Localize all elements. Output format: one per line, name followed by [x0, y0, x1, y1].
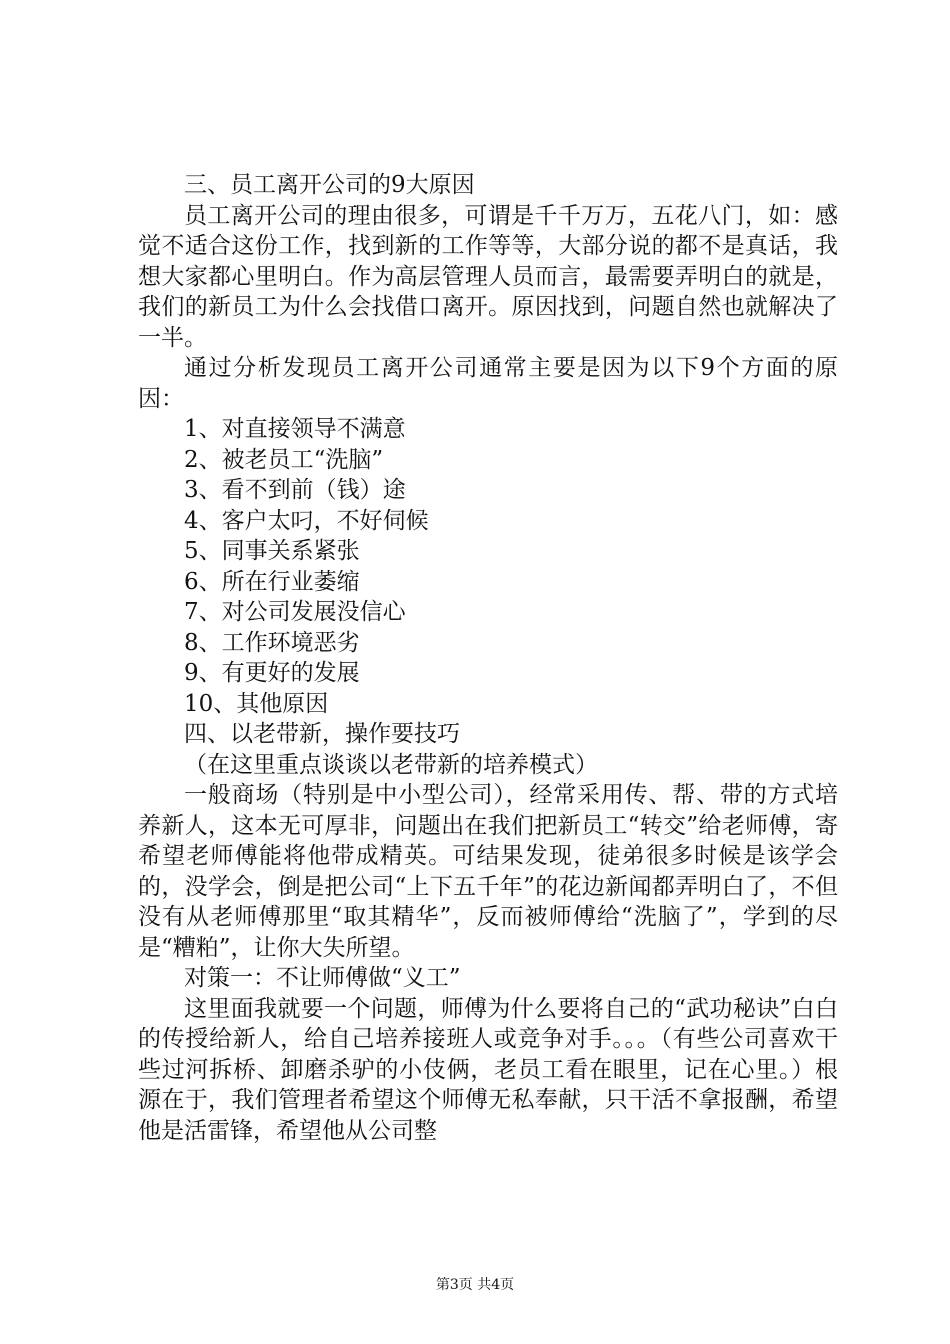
page-footer: 第3页 共4页	[435, 1277, 515, 1293]
list-item: 6、所在行业萎缩	[184, 568, 360, 595]
list-item: 7、对公司发展没信心	[184, 599, 406, 625]
list-item: 8、工作环境恶劣	[184, 629, 360, 656]
section-heading-3: 三、员工离开公司的9大原因	[184, 172, 475, 198]
list-item: 1、对直接领导不满意	[184, 416, 406, 442]
section-heading-4: 四、以老带新，操作要技巧	[184, 721, 460, 747]
section-note: （在这里重点谈谈以老带新的培养模式）	[184, 751, 598, 778]
document-body	[138, 170, 838, 1146]
paragraph: 这里面我就要一个问题，师傅为什么要将自己的“武功秘诀”白白的传授给新人，给自己培养接班人或竞争对手。。。（有些公司喜欢干些过河拆桥、卸磨杀驴的小伎俩，老员工看在眼里，记在心里。）根源在于，我们管理者希望这个师傅无私奉献，只干活不拿报酬，希望他是活雷锋，希望他从公司整	[138, 995, 838, 1144]
list-item: 3、看不到前（钱）途	[184, 477, 406, 503]
paragraph: 员工离开公司的理由很多，可谓是千千万万，五花八门，如：感觉不适合这份工作，找到新的工作等等，大部分说的都不是真话，我想大家都心里明白。作为高层管理人员而言，最需要弄明白的就是，我们的新员工为什么会找借口离开。原因找到，问题自然也就解决了一半。	[138, 202, 838, 351]
list-item: 9、有更好的发展	[184, 660, 360, 686]
paragraph: 一般商场（特别是中小型公司），经常采用传、帮、带的方式培养新人，这本无可厚非，问题出在我们把新员工“转交”给老师傅，寄希望老师傅能将他带成精英。可结果发现，徒弟很多时候是该学会的，没学会，倒是把公司“上下五千年”的花边新闻都弄明白了，不但没有从老师傅那里“取其精华”，反而被师傅给“洗脑了”，学到的尽是“糟粕”，让你大失所望。	[138, 782, 838, 961]
paragraph: 通过分析发现员工离开公司通常主要是因为以下9个方面的原因：	[138, 355, 838, 412]
list-item: 10、其他原因	[184, 690, 329, 717]
strategy-heading: 对策一：不让师傅做“义工”	[184, 965, 461, 991]
list-item: 5、同事关系紧张	[184, 538, 360, 564]
list-item: 2、被老员工“洗脑”	[184, 446, 384, 473]
list-item: 4、客户太叼，不好伺候	[184, 507, 429, 534]
